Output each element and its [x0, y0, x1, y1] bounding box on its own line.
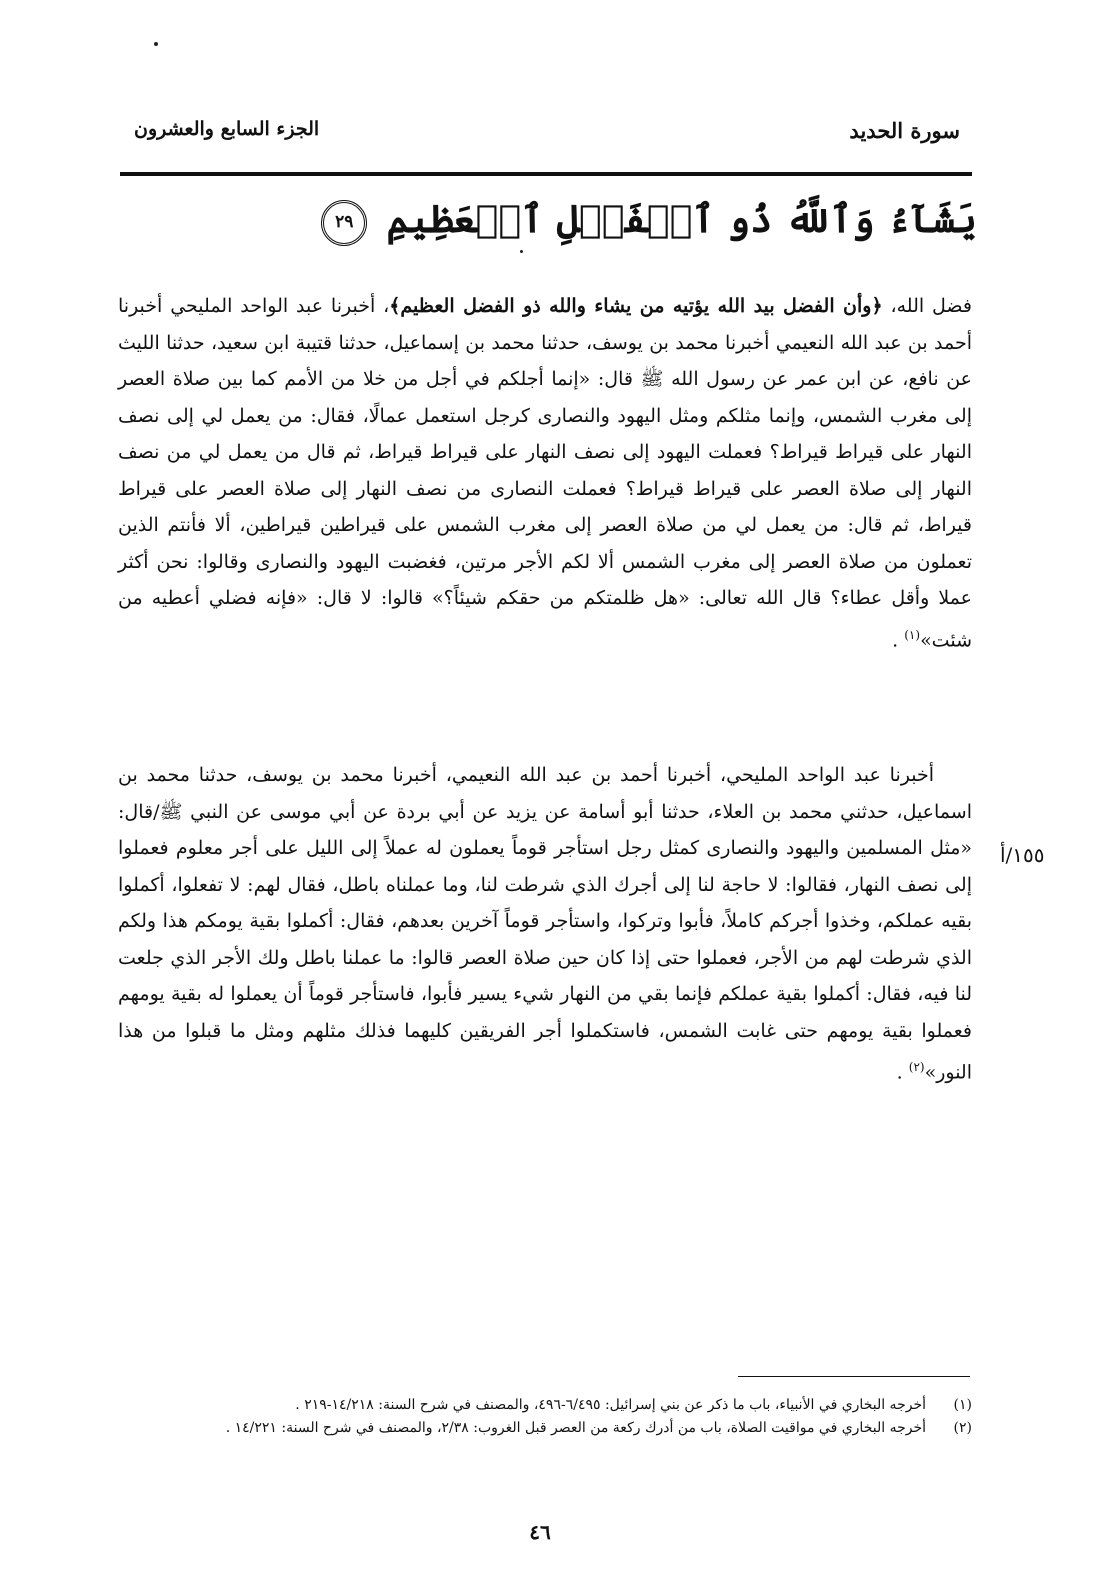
paragraph-body: أخبرنا عبد الواحد المليحي، أخبرنا أحمد بن عبد الله النعيمي، أخبرنا محمد بن يوسف، حدثنا محمد بن اسماعيل، حدثني محمد بن العلاء، حدثنا أبو أسامة عن يزيد عن أبي بردة عن أبي موسى عن النبي ﷺ/قال: «مثل المسلمين واليهود والنصارى كمثل رجل استأجر قوماً يعملون له عملاً إلى الليل على أجر معلوم فعملوا إلى نصف النهار، فقالوا: لا حاجة لنا إلى أجرك الذي شرطت لنا، وما عملناه باطل، فقال لهم: لا تفعلوا، أكملوا بقيه عملكم، وخذوا أجركم كاملاً، فأبوا وتركوا، واستأجر قوماً آخرين بعدهم، فقال: أكملوا بقية يومكم هذا ولكم الذي شرطت لهم من الأجر، فعملوا حتى إذا كان حين صلاة العصر قالوا: ما عملنا باطل ولك الأجر الذي جلعت لنا فيه، فقال: أكملوا بقية عملكم فإنما بقي من النهار شيء يسير فأبوا، فاستأجر قوماً أن يعملوا له بقية يومهم فعملوا بقية يومهم حتى غابت الشمس، فاستكملوا أجر الفريقين كليهما فذلك مثلهم ومثل ما قبلوا من هذا النور»	[118, 764, 972, 1084]
verse-number-ornament: ٢٩	[321, 200, 367, 246]
footnote-item	[120, 1394, 972, 1417]
footnote-reference: (١)	[904, 627, 921, 642]
footnote-number: (٢)	[953, 1420, 972, 1436]
quran-verse-text: يَشَآءُ وَٱللَّهُ ذُو ٱلۡفَضۡلِ ٱلۡعَظِيمِ	[386, 196, 977, 241]
paragraph-end: .	[896, 1061, 909, 1084]
manuscript-folio-marker: ١٥٥/أ	[1000, 843, 1045, 867]
header-juz-name: الجزء السابع والعشرون	[134, 118, 320, 140]
commentary-paragraph-2	[118, 757, 972, 1091]
footnote-separator	[738, 1376, 970, 1377]
commentary-paragraph-1	[118, 288, 972, 658]
quoted-verse: ﴿وأن الفضل بيد الله يؤتيه من يشاء والله ذو الفضل العظيم﴾	[389, 295, 883, 317]
footnote-text: أخرجه البخاري في مواقيت الصلاة، باب من أدرك ركعة من العصر قبل الغروب: ٢/٣٨، والمصنف في شرح السنة: ١٤/٢٢١ .	[225, 1420, 926, 1436]
paragraph-lead: فضل الله،	[882, 295, 972, 317]
page-number: ٤٦	[529, 1520, 551, 1544]
footnote-text: أخرجه البخاري في الأنبياء، باب ما ذكر عن بني إسرائيل: ٦/٤٩٥-٤٩٦، والمصنف في شرح السنة: ١٤/٢١٨-٢١٩ .	[295, 1397, 926, 1413]
footnote-item	[120, 1417, 972, 1440]
paragraph-body: ، أخبرنا عبد الواحد المليحي أخبرنا أحمد بن عبد الله النعيمي أخبرنا محمد بن يوسف، حدثنا محمد بن إسماعيل، حدثنا قتيبة ابن سعيد، حدثنا الليث عن نافع، عن ابن عمر عن رسول الله ﷺ قال: «إنما أجلكم في أجل من خلا من الأمم كما بين صلاة العصر إلى مغرب الشمس، وإنما مثلكم ومثل اليهود والنصارى كرجل استعمل عمالًا، فقال: من يعمل لي إلى نصف النهار على قيراط قيراط؟ فعملت اليهود إلى نصف النهار على قيراط قيراط، ثم قال من يعمل لي من نصف النهار إلى صلاة العصر على قيراط قيراط؟ فعملت النصارى من نصف النهار إلى صلاة العصر على قيراط قيراط، ثم قال: من يعمل لي من صلاة العصر إلى مغرب الشمس على قيراطين قيراطين، ألا فأنتم الذين تعملون من صلاة العصر إلى مغرب الشمس ألا لكم الأجر مرتين، فغضبت اليهود والنصارى وقالوا: نحن أكثر عملا وأقل عطاء؟ قال الله تعالى: «هل ظلمتكم من حقكم شيئاً؟» قالوا: لا قال: «فإنه فضلي أعطيه من شئت»	[118, 295, 972, 651]
quran-verse-line	[321, 196, 977, 246]
running-header	[120, 118, 972, 152]
header-surah-name: سورة الحديد	[849, 118, 960, 143]
footnote-reference: (٢)	[908, 1060, 925, 1074]
scan-speck	[520, 250, 523, 253]
footnotes-section	[120, 1394, 972, 1440]
scan-speck	[154, 42, 158, 46]
header-rule	[120, 172, 972, 176]
footnote-number: (١)	[953, 1397, 972, 1413]
paragraph-end: .	[892, 628, 905, 651]
